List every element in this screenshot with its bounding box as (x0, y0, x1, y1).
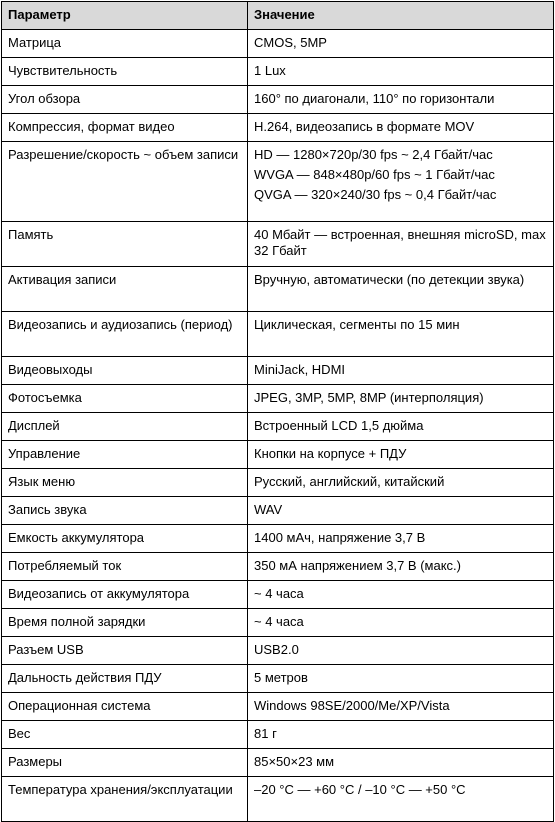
param-cell: Дисплей (2, 413, 248, 441)
value-cell (248, 114, 554, 142)
value-cell (248, 693, 554, 721)
table-row (2, 385, 554, 413)
param-cell: Память (2, 222, 248, 267)
table-row (2, 222, 554, 267)
value-line: 160° по диагонали, 110° по горизонтали (254, 91, 495, 106)
value-line: 350 мА напряжением 3,7 В (макс.) (254, 558, 461, 573)
value-cell (248, 357, 554, 385)
value-line: 85×50×23 мм (254, 754, 335, 769)
value-line: CMOS, 5MP (254, 35, 327, 50)
value-cell (248, 312, 554, 357)
value-line: Вручную, автоматически (по детекции звука) (254, 272, 525, 287)
value-line: Windows 98SE/2000/Me/XP/Vista (254, 698, 450, 713)
table-row (2, 525, 554, 553)
header-value: Значение (248, 2, 554, 30)
param-cell: Емкость аккумулятора (2, 525, 248, 553)
value-cell (248, 609, 554, 637)
param-cell: Фотосъемка (2, 385, 248, 413)
value-line: USB2.0 (254, 642, 299, 657)
value-line: QVGA — 320×240/30 fps ~ 0,4 Гбайт/час (254, 187, 497, 202)
param-cell: Дальность действия ПДУ (2, 665, 248, 693)
value-cell (248, 469, 554, 497)
table-row (2, 58, 554, 86)
value-line: WVGA — 848×480p/60 fps ~ 1 Гбайт/час (254, 167, 495, 182)
param-cell: Видеозапись и аудиозапись (период) (2, 312, 248, 357)
value-cell (248, 665, 554, 693)
param-cell: Видеозапись от аккумулятора (2, 581, 248, 609)
param-cell: Разъем USB (2, 637, 248, 665)
table-row (2, 469, 554, 497)
value-cell (248, 749, 554, 777)
param-cell: Разрешение/скорость ~ объем записи (2, 142, 248, 222)
table-row (2, 312, 554, 357)
param-cell: Чувствительность (2, 58, 248, 86)
table-row (2, 581, 554, 609)
value-cell (248, 525, 554, 553)
spec-table (1, 1, 554, 822)
table-row (2, 777, 554, 822)
param-cell: Угол обзора (2, 86, 248, 114)
value-cell (248, 581, 554, 609)
table-header-row (2, 2, 554, 30)
value-line: Русский, английский, китайский (254, 474, 445, 489)
param-cell: Размеры (2, 749, 248, 777)
table-row (2, 267, 554, 312)
param-cell: Видеовыходы (2, 357, 248, 385)
param-cell: Матрица (2, 30, 248, 58)
value-line: 1 Lux (254, 63, 286, 78)
table-row (2, 497, 554, 525)
value-line: 81 г (254, 726, 277, 741)
param-cell: Потребляемый ток (2, 553, 248, 581)
value-cell (248, 777, 554, 822)
value-line: –20 °C — +60 °C / –10 °C — +50 °C (254, 782, 466, 797)
value-cell (248, 637, 554, 665)
value-line: ~ 4 часа (254, 586, 304, 601)
value-line: Встроенный LCD 1,5 дюйма (254, 418, 424, 433)
table-row (2, 721, 554, 749)
value-cell (248, 30, 554, 58)
value-cell (248, 553, 554, 581)
value-line: 40 Мбайт — встроенная, внешняя microSD, max 32 Гбайт (254, 227, 546, 258)
param-cell: Время полной зарядки (2, 609, 248, 637)
value-cell (248, 497, 554, 525)
value-line: JPEG, 3MP, 5MP, 8MP (интерполяция) (254, 390, 484, 405)
table-row (2, 86, 554, 114)
param-cell: Операционная система (2, 693, 248, 721)
value-cell (248, 58, 554, 86)
param-cell: Запись звука (2, 497, 248, 525)
param-cell: Вес (2, 721, 248, 749)
table-row (2, 30, 554, 58)
table-row (2, 441, 554, 469)
value-line: 5 метров (254, 670, 308, 685)
value-cell (248, 222, 554, 267)
table-row (2, 749, 554, 777)
table-row (2, 693, 554, 721)
spec-table-body (2, 2, 554, 822)
param-cell: Управление (2, 441, 248, 469)
value-cell (248, 142, 554, 222)
value-line: ~ 4 часа (254, 614, 304, 629)
table-row (2, 665, 554, 693)
value-line: HD — 1280×720p/30 fps ~ 2,4 Гбайт/час (254, 147, 493, 162)
table-row (2, 553, 554, 581)
table-row (2, 609, 554, 637)
value-cell (248, 721, 554, 749)
table-row (2, 114, 554, 142)
value-cell (248, 441, 554, 469)
value-line: Циклическая, сегменты по 15 мин (254, 317, 460, 332)
value-line: WAV (254, 502, 283, 517)
value-cell (248, 413, 554, 441)
value-cell (248, 267, 554, 312)
param-cell: Температура хранения/эксплуатации (2, 777, 248, 822)
table-row (2, 413, 554, 441)
value-line: MiniJack, HDMI (254, 362, 346, 377)
value-cell (248, 385, 554, 413)
value-line: H.264, видеозапись в формате MOV (254, 119, 475, 134)
table-row (2, 357, 554, 385)
value-cell (248, 86, 554, 114)
value-line: Кнопки на корпусе + ПДУ (254, 446, 407, 461)
table-row (2, 142, 554, 222)
header-param: Параметр (2, 2, 248, 30)
param-cell: Компрессия, формат видео (2, 114, 248, 142)
param-cell: Активация записи (2, 267, 248, 312)
value-line: 1400 мАч, напряжение 3,7 В (254, 530, 426, 545)
table-row (2, 637, 554, 665)
param-cell: Язык меню (2, 469, 248, 497)
